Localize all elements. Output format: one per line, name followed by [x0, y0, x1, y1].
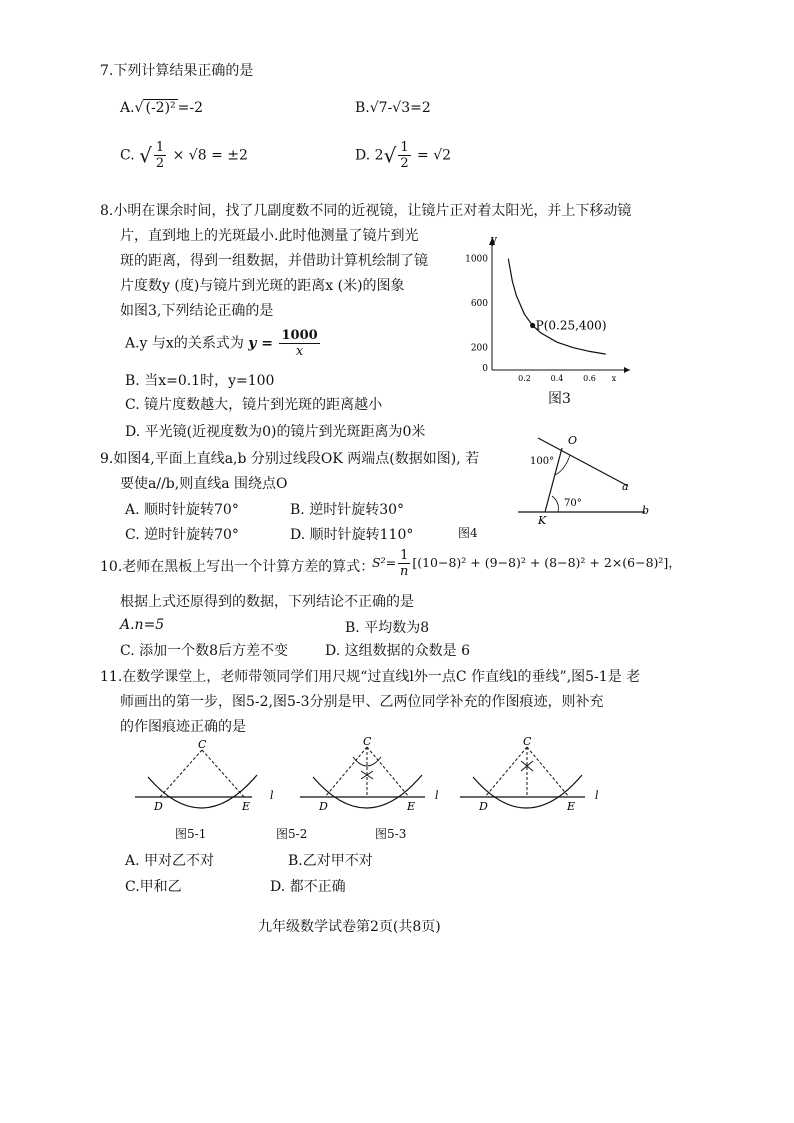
q8-line4: 片度数y (度)与镜片到光斑的距离x (米)的图象: [120, 278, 405, 294]
fig5-3-label-l: l: [595, 789, 599, 802]
fig3-y-tick-label: 200: [470, 343, 488, 354]
q11-option-d: D. 都不正确: [270, 879, 346, 895]
fig5-2-label-l: l: [435, 789, 439, 802]
fig5-3-caption: 图5-3: [375, 827, 407, 841]
fig5-3: [455, 735, 605, 815]
fig3-chart: [465, 228, 640, 383]
q10-option-a: A.n=5: [120, 617, 165, 633]
fig5-1-label-d: D: [154, 800, 163, 813]
q11-stem: 11.在数学课堂上，老师带领同学们用尺规“过直线l外一点C 作直线l的垂线”,图5-1是 老: [100, 669, 641, 685]
fig5-2-dash-ce: [367, 747, 409, 797]
q11-line2: 师画出的第一步，图5-2,图5-3分别是甲、乙两位同学补充的作图痕迹，则补充: [120, 694, 604, 710]
fig5-3-label-c: C: [523, 735, 532, 748]
q9-line2: 要使a//b,则直线a 围绕点O: [120, 476, 288, 492]
fig5-1-label-l: l: [270, 789, 274, 802]
q8-option-d: D. 平光镜(近视度数为0)的镜片到光斑距离为0米: [125, 424, 426, 440]
q7-option-c: C. √ $\frac{1}{2}$ × √8 = ±2: [120, 140, 248, 171]
fig3-y-tick-label: 0: [482, 364, 488, 374]
q10-line2: 根据上式还原得到的数据，下列结论不正确的是: [120, 594, 414, 610]
q10-formula: S²= $\frac{1}{n}$ [(10−8)² + (9−8)² + (8−8)² + 2×(6−8)²]，: [372, 548, 681, 579]
fig5-2-label-c: C: [363, 735, 372, 748]
q7-option-b: B.√7-√3=2: [355, 100, 431, 116]
fig5-3-label-e: E: [567, 800, 576, 813]
fig5-3-dash-ce: [527, 747, 569, 797]
fig3-y-label: y: [491, 233, 498, 246]
fig5-2: [295, 735, 445, 815]
fig4-label-b: b: [642, 504, 650, 517]
fig4-caption: 图4: [458, 526, 478, 540]
fig4-label-100: 100°: [530, 456, 555, 467]
fig3-x-tick-label: 0.6: [583, 374, 596, 383]
fig3-y-tick-label: 1000: [465, 254, 488, 265]
q8-option-b: B. 当x=0.1时，y=100: [125, 373, 275, 389]
fig4-angle-arc-70: [552, 496, 558, 512]
fig3-point-label: P(0.25,400): [535, 318, 607, 333]
fig5-1-dash-cd: [160, 750, 202, 797]
q8-option-c: C. 镜片度数越大，镜片到光斑的距离越小: [125, 397, 383, 413]
fig3-x-tick-label: x: [611, 374, 617, 383]
q7-option-d: D. 2√ $\frac{1}{2}$ = √2: [355, 140, 452, 171]
fig4-label-k: K: [538, 514, 547, 527]
q11-option-c: C.甲和乙: [125, 879, 182, 895]
fig3-point-p: [530, 323, 535, 328]
q7-stem: 7.下列计算结果正确的是: [100, 63, 254, 79]
fig5-3-label-d: D: [479, 800, 488, 813]
q9-option-b: B. 逆时针旋转30°: [290, 502, 405, 518]
q10-option-d: D. 这组数据的众数是 6: [325, 643, 470, 659]
q9-option-a: A. 顺时针旋转70°: [125, 502, 239, 518]
q8-line5: 如图3,下列结论正确的是: [120, 303, 274, 319]
q11-line3: 的作图痕迹正确的是: [120, 719, 246, 735]
q7-option-a: A.√ (-2)² =-2: [120, 100, 204, 116]
q8-stem: 8.小明在课余时间，找了几副度数不同的近视镜，让镜片正对着太阳光，并上下移动镜: [100, 203, 632, 219]
q9-option-c: C. 逆时针旋转70°: [125, 527, 239, 543]
q8-line2: 片，直到地上的光斑最小.此时他测量了镜片到光: [120, 228, 419, 244]
q8-option-a: A.y 与x的关系式为 y = $\frac{1000}{x}$: [125, 328, 318, 359]
fig4-label-70: 70°: [564, 498, 582, 509]
fig5-1-label-c: C: [198, 738, 207, 751]
fig5-2-label-d: D: [319, 800, 328, 813]
fig5-2-label-e: E: [407, 800, 416, 813]
fig4-label-o: O: [568, 434, 578, 447]
page-footer: 九年级数学试卷第2页(共8页): [258, 919, 441, 935]
fig3-curve: [508, 259, 606, 354]
q8-line3: 斑的距离，得到一组数据，并借助计算机绘制了镜: [120, 253, 428, 269]
fig5-3-dash-cd: [485, 747, 527, 797]
fig5-2-dash-cd: [325, 747, 367, 797]
fig3-x-arrow: [624, 367, 630, 373]
q9-option-d: D. 顺时针旋转110°: [290, 527, 414, 543]
fig3-x-tick-label: 0.2: [518, 374, 531, 383]
fig5-2-caption: 图5-2: [276, 827, 308, 841]
q10-stem: 10.老师在黑板上写出一个计算方差的算式：: [100, 559, 375, 575]
q11-option-b: B.乙对甲不对: [288, 853, 373, 869]
fig3-caption: 图3: [548, 391, 571, 407]
q9-stem: 9.如图4,平面上直线a,b 分别过线段OK 两端点(数据如图), 若: [100, 451, 480, 467]
fig3-y-tick-label: 600: [470, 299, 488, 310]
fig5-1-caption: 图5-1: [175, 827, 207, 841]
q10-option-c: C. 添加一个数8后方差不变: [120, 643, 289, 659]
fig5-1: [130, 735, 280, 815]
fig5-1-label-e: E: [242, 800, 251, 813]
q11-option-a: A. 甲对乙不对: [125, 853, 215, 869]
fig4-diagram: [510, 430, 660, 530]
fig3-x-tick-label: 0.4: [550, 374, 564, 383]
q10-option-b: B. 平均数为8: [345, 620, 430, 636]
fig5-1-dash-ce: [202, 750, 244, 797]
fig4-label-a: a: [622, 480, 629, 493]
